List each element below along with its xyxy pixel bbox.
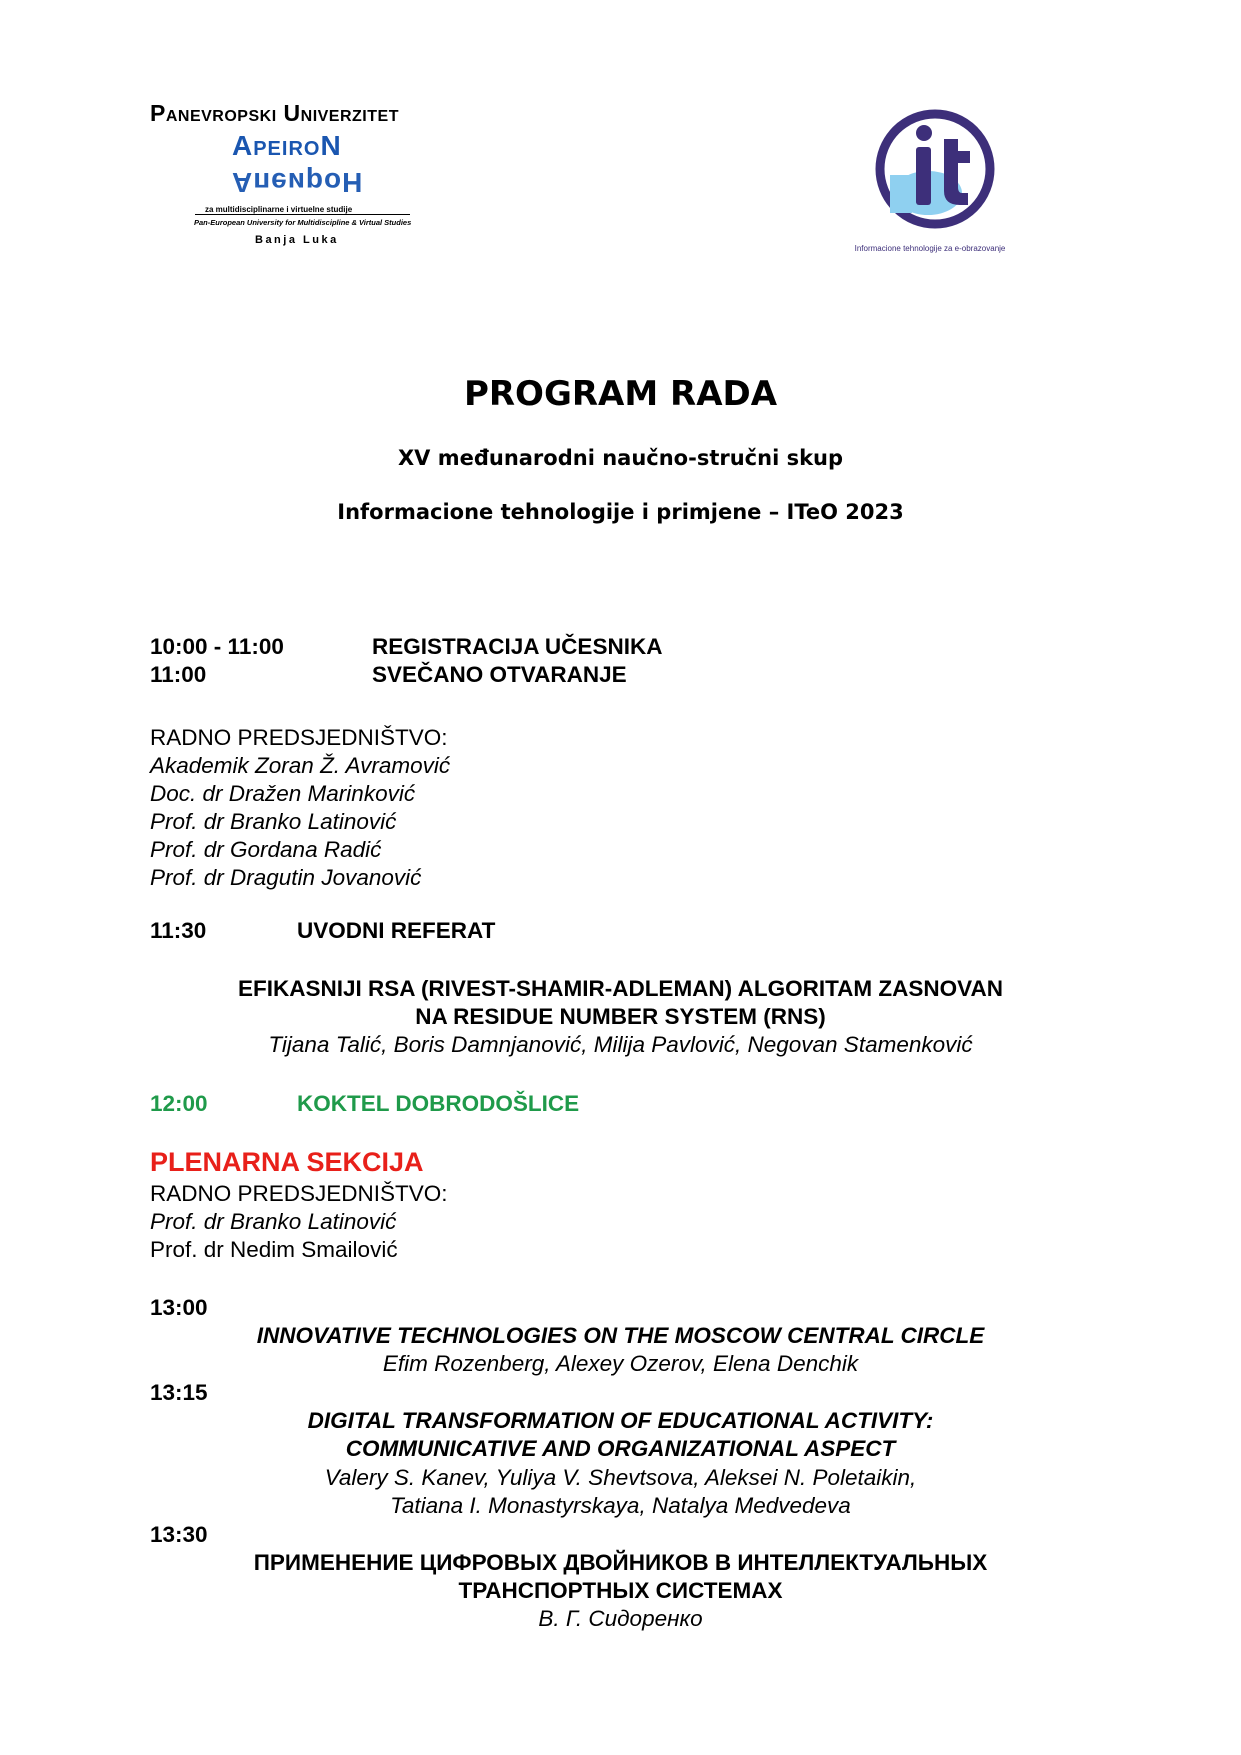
presidium-member: Doc. dr Dražen Marinković xyxy=(150,781,416,806)
talk-authors-line: В. Г. Сидоренко xyxy=(538,1606,703,1631)
cocktail-label: KOKTEL DOBRODOŠLICE xyxy=(297,1091,580,1116)
university-name: Panevropski Univerzitet xyxy=(150,100,399,126)
keynote-time: 11:30 xyxy=(150,918,207,943)
keynote-label: UVODNI REFERAT xyxy=(297,918,496,943)
talk-time: 13:00 xyxy=(150,1295,208,1320)
presidium-member: Prof. dr Gordana Radić xyxy=(150,837,382,862)
opening-time-2: 11:00 xyxy=(150,662,207,687)
apeiron-wordmark-mirrored: АпеироН xyxy=(232,167,364,198)
plenary-presidium-member: Prof. dr Nedim Smailović xyxy=(150,1237,398,1262)
presidium-member: Akademik Zoran Ž. Avramović xyxy=(150,753,451,778)
apeiron-wordmark: ApeiroN xyxy=(232,130,342,161)
talk-time: 13:30 xyxy=(150,1522,208,1547)
talk-title-line: DIGITAL TRANSFORMATION OF EDUCATIONAL ACTIVITY: xyxy=(307,1408,934,1433)
plenary-presidium-label: RADNO PREDSJEDNIŠTVO: xyxy=(150,1181,448,1206)
logo-city: Banja Luka xyxy=(255,234,339,246)
logo-divider xyxy=(195,214,410,215)
it-logo xyxy=(840,105,1020,255)
keynote-title-line: EFIKASNIJI RSA (RIVEST-SHAMIR-ADLEMAN) ALGORITAM ZASNOVAN xyxy=(238,976,1003,1001)
logo-tagline-local: za multidisciplinarne i virtuelne studije xyxy=(205,205,353,214)
conference-edition: XV međunarodni naučno-stručni skup xyxy=(397,446,844,470)
it-emblem-icon xyxy=(840,105,1020,243)
plenary-heading: PLENARNA SEKCIJA xyxy=(150,1147,424,1177)
it-logo-caption: Informacione tehnologije za e-obrazovanje xyxy=(854,244,1006,253)
apeiron-logo xyxy=(150,100,450,250)
keynote-title-line: NA RESIDUE NUMBER SYSTEM (RNS) xyxy=(415,1004,826,1029)
presidium-member: Prof. dr Dragutin Jovanović xyxy=(150,865,422,890)
conference-name: Informacione tehnologije i primjene – ITeO 2023 xyxy=(337,500,904,524)
opening-event-2: SVEČANO OTVARANJE xyxy=(372,662,627,687)
talk-time: 13:15 xyxy=(150,1380,208,1405)
talk-authors-line: Tatiana I. Monastyrskaya, Natalya Medvedeva xyxy=(390,1493,851,1518)
keynote-authors: Tijana Talić, Boris Damnjanović, Milija Pavlović, Negovan Stamenković xyxy=(268,1032,973,1057)
presidium-member: Prof. dr Branko Latinović xyxy=(150,809,397,834)
cocktail-time: 12:00 xyxy=(150,1091,208,1116)
talk-authors-line: Efim Rozenberg, Alexey Ozerov, Elena Denchik xyxy=(382,1351,859,1376)
opening-event-1: REGISTRACIJA UČESNIKA xyxy=(372,634,663,659)
talk-title-line: ПРИМЕНЕНИЕ ЦИФРОВЫХ ДВОЙНИКОВ В ИНТЕЛЛЕКТУАЛЬНЫХ xyxy=(253,1550,988,1575)
talk-title-line: ТРАНСПОРТНЫХ СИСТЕМАХ xyxy=(458,1578,783,1603)
presidium-label: RADNO PREDSJEDNIŠTVO: xyxy=(150,725,448,750)
talk-title-line: COMMUNICATIVE AND ORGANIZATIONAL ASPECT xyxy=(345,1436,896,1461)
opening-time-1: 10:00 - 11:00 xyxy=(150,634,284,659)
logo-tagline-english: Pan-European University for Multidiscipline & Virtual Studies xyxy=(194,218,412,227)
talk-title-line: INNOVATIVE TECHNOLOGIES ON THE MOSCOW CENTRAL CIRCLE xyxy=(256,1323,985,1348)
talk-authors-line: Valery S. Kanev, Yuliya V. Shevtsova, Aleksei N. Poletaikin, xyxy=(324,1465,917,1490)
page-title: PROGRAM RADA xyxy=(463,374,778,414)
plenary-presidium-member: Prof. dr Branko Latinović xyxy=(150,1209,397,1234)
